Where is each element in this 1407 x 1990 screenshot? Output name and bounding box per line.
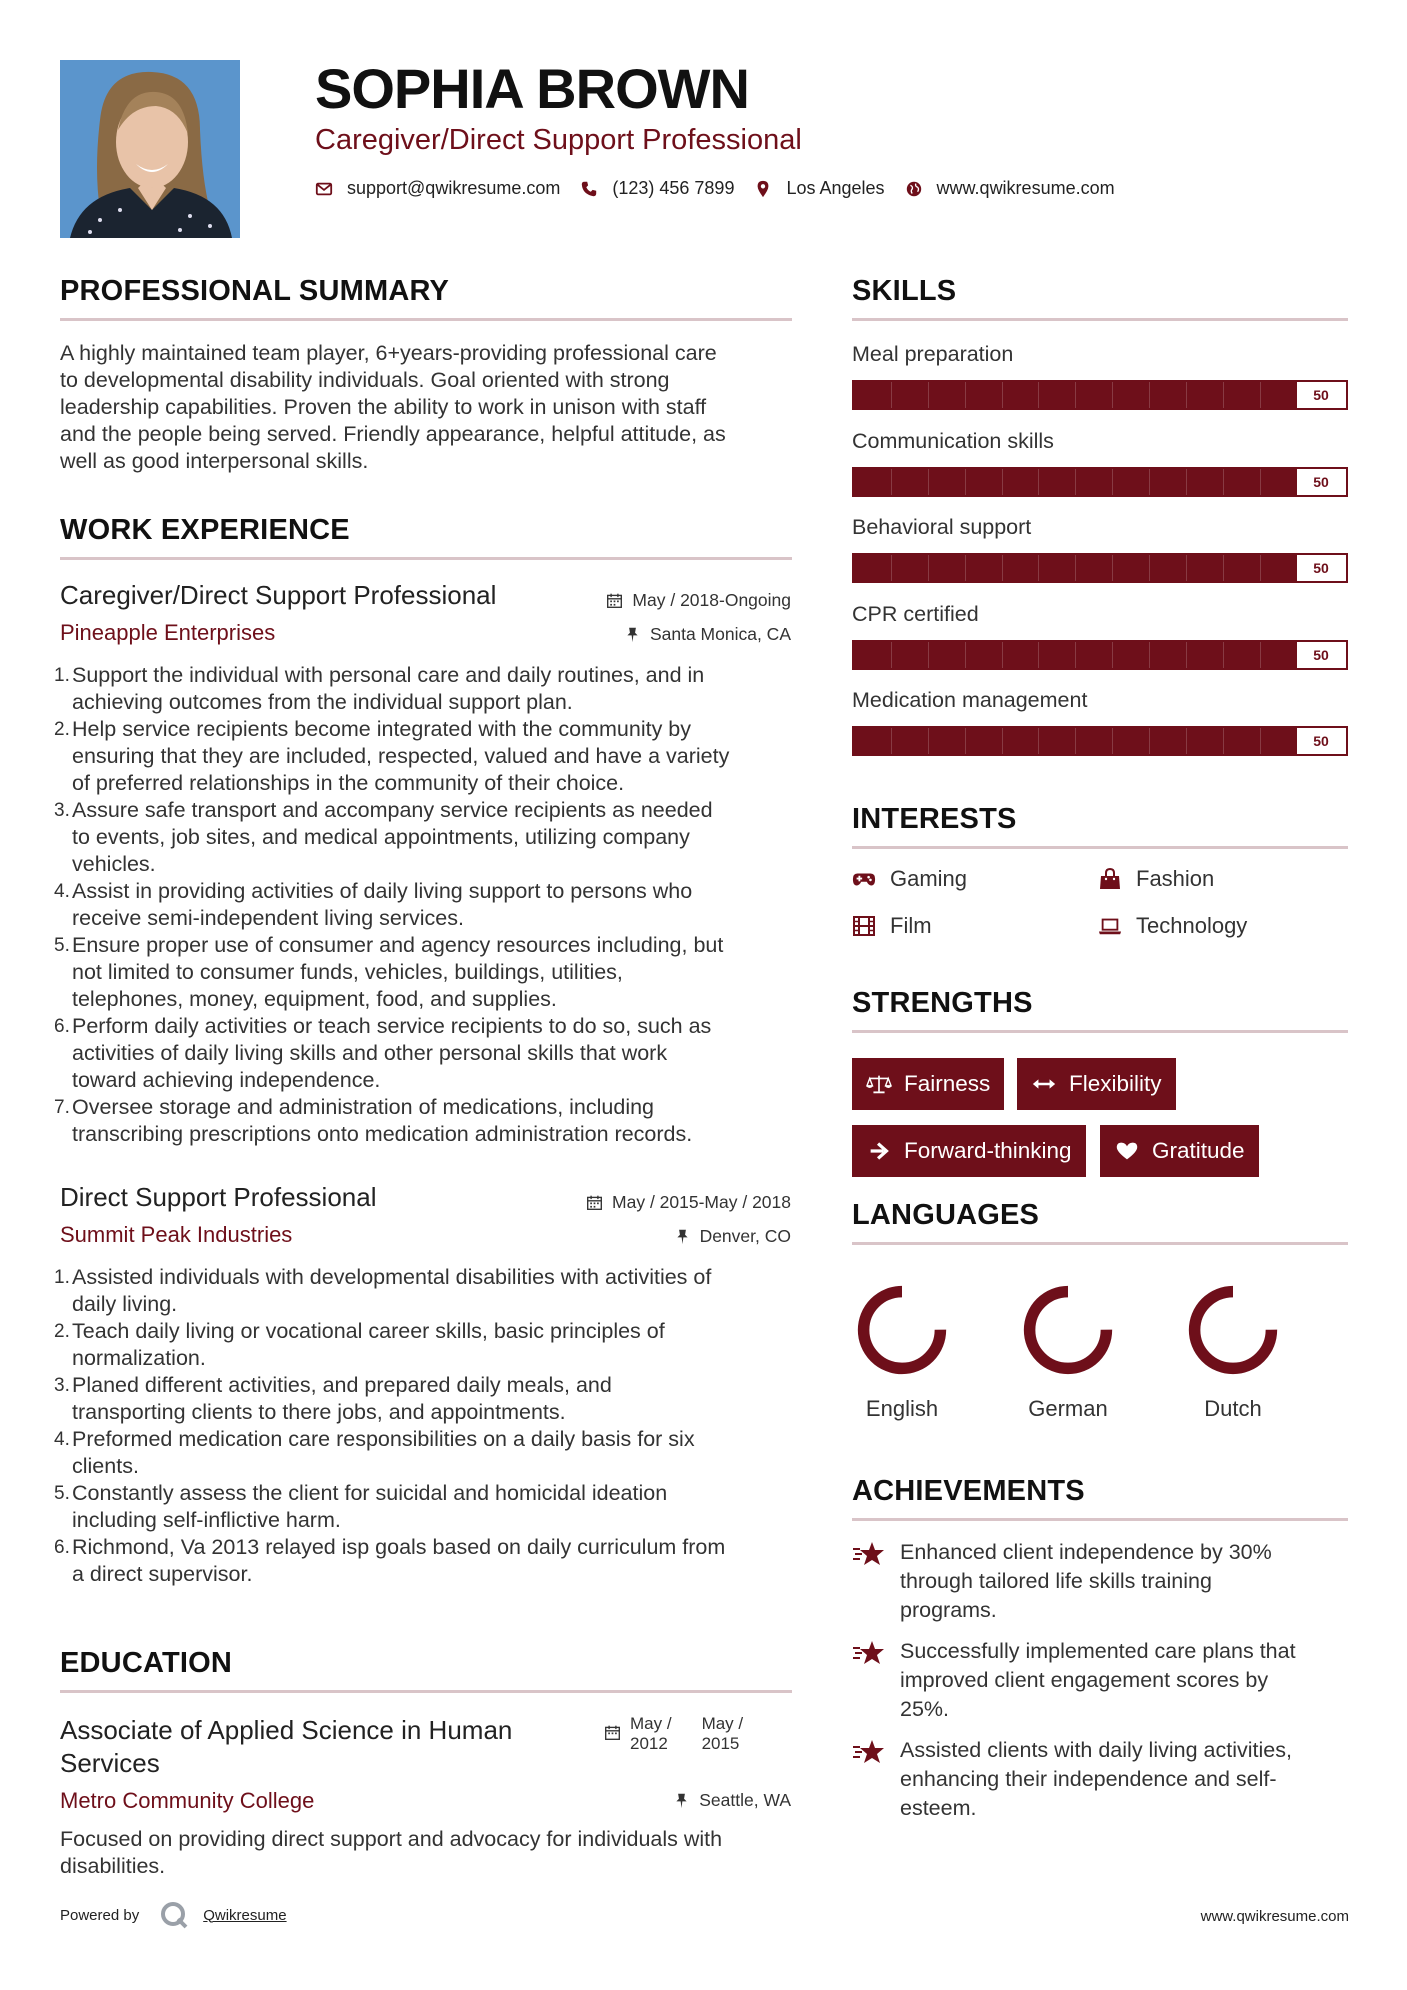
duty-line: Ensure proper use of consumer and agency resources including, but: [72, 933, 724, 957]
skill-bar-segment: [1002, 728, 1003, 754]
date-part: May /: [701, 1714, 744, 1733]
duty-line: normalization.: [72, 1346, 206, 1370]
duty-item: [54, 1372, 799, 1426]
brand-link[interactable]: Qwikresume: [203, 1906, 287, 1924]
duty-line: Planed different activities, and prepared daily meals, and: [72, 1373, 612, 1397]
duty-item: [54, 1094, 799, 1148]
skill-bar-segment: [1002, 469, 1003, 495]
skill-bar-segment: [1260, 642, 1261, 668]
duty-line: daily living.: [72, 1292, 178, 1316]
job-location: [674, 1226, 791, 1247]
skill-bar-segment: [1149, 728, 1150, 754]
education-location-text: Seattle, WA: [699, 1790, 791, 1810]
duty-line: Help service recipients become integrated with the community by: [72, 717, 692, 741]
education-desc-line: Focused on providing direct support and advocacy for individuals with: [60, 1827, 723, 1851]
duty-line: Assisted individuals with developmental disabilities with activities of: [72, 1265, 712, 1289]
duty-line: of preferred relationships in the community of their choice.: [72, 771, 625, 795]
summary-text: [60, 340, 800, 475]
skill-bar-fill: [854, 469, 1297, 495]
duty-number: 2.: [54, 1321, 70, 1342]
language-item: [1013, 1282, 1123, 1422]
achievement-text: [900, 1538, 1272, 1625]
arrow-right-icon: [866, 1140, 892, 1162]
star-icon: [852, 1540, 886, 1568]
interests-divider: [852, 846, 1348, 849]
interest-label: Gaming: [890, 866, 968, 891]
heart-icon: [1114, 1140, 1140, 1162]
skill-bar-segment: [1112, 382, 1113, 408]
film-icon: [852, 914, 876, 938]
duty-number: 2.: [54, 719, 70, 740]
portrait-image: [60, 60, 240, 238]
duty-line: Teach daily living or vocational career skills, basic principles of: [72, 1319, 665, 1343]
interests-heading: INTERESTS: [852, 803, 1017, 835]
skill-bar-segment: [1002, 555, 1003, 581]
location-text: Los Angeles: [786, 178, 885, 198]
skill-bar-segment: [928, 555, 929, 581]
star-icon: [852, 1738, 886, 1766]
skill-bar-segment: [1223, 555, 1224, 581]
skill-bar-segment: [1260, 555, 1261, 581]
job-title: Caregiver/Direct Support Professional: [60, 580, 497, 610]
achievement-line: improved client engagement scores by: [900, 1668, 1269, 1692]
education-desc-line: disabilities.: [60, 1854, 166, 1878]
skill-bar-segment: [1149, 555, 1150, 581]
skill-bar: [852, 467, 1348, 497]
skill-bar-segment: [1038, 469, 1039, 495]
gamepad-icon: [852, 867, 876, 891]
skill-bar-segment: [1186, 642, 1187, 668]
duty-item: [54, 878, 799, 932]
candidate-name: SOPHIA BROWN: [315, 57, 749, 120]
duty-item: [54, 1534, 799, 1588]
job-title: Direct Support Professional: [60, 1182, 377, 1212]
website-text: www.qwikresume.com: [936, 178, 1115, 198]
education-heading: EDUCATION: [60, 1647, 233, 1679]
work-divider: [60, 557, 792, 560]
profile-photo: [60, 60, 240, 238]
achievement-line: Successfully implemented care plans that: [900, 1639, 1296, 1663]
footer-powered-by: [60, 1900, 287, 1930]
job-duties-list: [54, 662, 799, 1148]
achievement-item: [852, 1637, 1352, 1724]
skill-value: 50: [1299, 558, 1343, 578]
duty-line: Oversee storage and administration of medications, including: [72, 1095, 655, 1119]
summary-line: A highly maintained team player, 6+years-providing professional care: [60, 341, 717, 365]
language-item: [1178, 1282, 1288, 1422]
interest-label: Film: [890, 913, 932, 938]
duty-number: 6.: [54, 1016, 70, 1037]
duty-item: [54, 1013, 799, 1094]
duty-number: 3.: [54, 800, 70, 821]
skill-bar-segment: [1112, 555, 1113, 581]
summary-line: to developmental disability individuals. Goal oriented with strong: [60, 368, 670, 392]
skill-bar-segment: [1149, 642, 1150, 668]
skill-bar-segment: [965, 469, 966, 495]
globe-icon: [905, 180, 923, 198]
map-marker-icon: [754, 180, 772, 198]
pushpin-icon: [674, 1228, 691, 1245]
job-location-text: Santa Monica, CA: [649, 624, 791, 644]
language-name: German: [1028, 1396, 1108, 1421]
strength-label: Fairness: [904, 1071, 991, 1096]
duty-line: telephones, money, equipment, food, and supplies.: [72, 987, 557, 1011]
job-dates-text: May / 2015-May / 2018: [612, 1192, 791, 1212]
education-location: [673, 1790, 791, 1811]
school-name: Metro Community College: [60, 1788, 315, 1813]
skill-bar-segment: [1223, 469, 1224, 495]
phone-text: (123) 456 7899: [612, 178, 735, 198]
laptop-icon: [1098, 914, 1122, 938]
calendar-icon: [604, 1724, 621, 1741]
skill-bar-segment: [928, 382, 929, 408]
achievement-line: through tailored life skills training: [900, 1569, 1212, 1593]
contact-email[interactable]: [315, 178, 560, 199]
language-name: Dutch: [1204, 1396, 1262, 1421]
degree-line: Associate of Applied Science in Human: [60, 1715, 513, 1745]
contact-website[interactable]: [905, 178, 1115, 199]
skill-bar-segment: [1260, 382, 1261, 408]
duty-line: toward achieving independence.: [72, 1068, 381, 1092]
achievement-line: esteem.: [900, 1796, 977, 1820]
duty-line: clients.: [72, 1454, 139, 1478]
job-dates-text: May / 2018-Ongoing: [632, 590, 791, 610]
pushpin-icon: [624, 626, 641, 643]
duty-line: ensuring that they are included, respected, valued and have a variety: [72, 744, 730, 768]
duty-line: not limited to consumer funds, vehicles, buildings, utilities,: [72, 960, 623, 984]
company-name: Summit Peak Industries: [60, 1222, 293, 1247]
duty-item: [54, 1480, 799, 1534]
strength-label: Flexibility: [1069, 1071, 1162, 1096]
interest-label: Technology: [1136, 913, 1248, 938]
education-description: [60, 1826, 805, 1880]
strength-forward-thinking: [852, 1125, 1086, 1177]
duty-line: transporting clients to there jobs, and appointments.: [72, 1400, 566, 1424]
skill-bar-segment: [1223, 642, 1224, 668]
duty-number: 3.: [54, 1375, 70, 1396]
job-duties-list: [54, 1264, 799, 1588]
skill-value: 50: [1299, 385, 1343, 405]
skill-bar-segment: [1223, 728, 1224, 754]
arrows-horizontal-icon: [1031, 1073, 1057, 1095]
language-name: English: [865, 1396, 939, 1421]
strength-gratitude: [1100, 1125, 1259, 1177]
duty-line: Constantly assess the client for suicidal and homicidal ideation: [72, 1481, 668, 1505]
duty-number: 5.: [54, 935, 70, 956]
skill-bar-segment: [1186, 469, 1187, 495]
language-level-arc: [864, 1292, 941, 1369]
skill-value: 50: [1299, 472, 1343, 492]
language-level-arc: [1195, 1292, 1272, 1369]
achievement-text: [900, 1637, 1296, 1724]
contact-bar: [315, 178, 1135, 199]
achievement-item: [852, 1736, 1352, 1823]
achievements-divider: [852, 1518, 1348, 1521]
skill-bar-segment: [1075, 555, 1076, 581]
skill-bar-segment: [1112, 642, 1113, 668]
summary-heading: PROFESSIONAL SUMMARY: [60, 275, 450, 307]
skill-bar-segment: [965, 382, 966, 408]
achievement-text: [900, 1736, 1292, 1823]
date-part: 2015: [701, 1734, 740, 1753]
duty-item: [54, 1426, 799, 1480]
summary-line: and the people being served. Friendly appearance, helpful attitude, as: [60, 422, 726, 446]
skill-bar-segment: [1038, 555, 1039, 581]
education-dates: [604, 1714, 743, 1754]
duty-line: a direct supervisor.: [72, 1562, 253, 1586]
skill-bar-segment: [1260, 469, 1261, 495]
duty-number: 4.: [54, 881, 70, 902]
achievement-line: enhancing their independence and self-: [900, 1767, 1277, 1791]
skill-bar-segment: [965, 555, 966, 581]
skill-bar-segment: [928, 642, 929, 668]
duty-line: Support the individual with personal care and daily routines, and in: [72, 663, 705, 687]
skill-bar-segment: [965, 728, 966, 754]
skill-bar-segment: [891, 469, 892, 495]
duty-item: [54, 662, 799, 716]
summary-divider: [60, 318, 792, 321]
skill-name: Meal preparation: [852, 342, 1014, 366]
duty-item: [54, 1264, 799, 1318]
duty-line: to events, job sites, and medical appointments, utilizing company: [72, 825, 690, 849]
duty-number: 6.: [54, 1537, 70, 1558]
skill-bar-segment: [1149, 382, 1150, 408]
duty-line: Perform daily activities or teach service recipients to do so, such as: [72, 1014, 712, 1038]
strength-flexibility: [1017, 1058, 1176, 1110]
skill-name: CPR certified: [852, 601, 979, 626]
duty-item: [54, 797, 799, 878]
skill-bar-segment: [1186, 555, 1187, 581]
skill-bar-segment: [1186, 382, 1187, 408]
envelope-icon: [315, 180, 333, 198]
duty-number: 4.: [54, 1429, 70, 1450]
company-name: Pineapple Enterprises: [60, 620, 276, 645]
skill-bar-segment: [928, 469, 929, 495]
duty-item: [54, 716, 799, 797]
skill-bar: [852, 640, 1348, 670]
duty-line: Richmond, Va 2013 relayed isp goals based on daily curriculum from: [72, 1535, 726, 1559]
summary-line: leadership capabilities. Proven the ability to work in unison with staff: [60, 395, 707, 419]
interest-film: [852, 913, 932, 939]
interest-technology: [1098, 913, 1247, 939]
language-level-ring: [854, 1282, 950, 1378]
phone-icon: [580, 180, 598, 198]
interest-gaming: [852, 866, 967, 892]
candidate-title: Caregiver/Direct Support Professional: [315, 124, 802, 156]
skill-name: Behavioral support: [852, 515, 1032, 539]
achievement-line: Assisted clients with daily living activities,: [900, 1738, 1292, 1762]
duty-item: [54, 932, 799, 1013]
languages-divider: [852, 1242, 1348, 1245]
duty-number: 7.: [54, 1097, 70, 1118]
qwikresume-logo-icon: [159, 1900, 189, 1930]
duty-line: receive semi-independent living services.: [72, 906, 464, 930]
strength-label: Forward-thinking: [904, 1138, 1072, 1163]
pushpin-icon: [673, 1792, 690, 1809]
duty-line: achieving outcomes from the individual support plan.: [72, 690, 573, 714]
skills-divider: [852, 318, 1348, 321]
skill-bar-segment: [1112, 469, 1113, 495]
date-part: 2012: [630, 1734, 668, 1753]
job-dates: [586, 1192, 791, 1213]
summary-line: well as good interpersonal skills.: [60, 449, 369, 473]
achievement-line: Enhanced client independence by 30%: [900, 1540, 1272, 1564]
skill-bar-segment: [1075, 728, 1076, 754]
education-start: [630, 1714, 672, 1754]
powered-by-text: Powered by: [60, 1906, 140, 1924]
skill-bar-segment: [1075, 382, 1076, 408]
duty-line: Assist in providing activities of daily living support to persons who: [72, 879, 693, 903]
job-dates: [606, 590, 791, 611]
strengths-divider: [852, 1030, 1348, 1033]
duty-line: vehicles.: [72, 852, 156, 876]
duty-line: including self-inflictive harm.: [72, 1508, 341, 1532]
strength-fairness: [852, 1058, 1004, 1110]
calendar-icon: [586, 1194, 603, 1211]
skill-bar: [852, 380, 1348, 410]
skill-value: 50: [1299, 731, 1343, 751]
duty-number: 1.: [54, 665, 70, 686]
skill-bar-segment: [1002, 382, 1003, 408]
duty-line: transcribing prescriptions onto medication administration records.: [72, 1122, 693, 1146]
skill-bar: [852, 726, 1348, 756]
contact-phone[interactable]: [580, 178, 734, 199]
degree-title: [60, 1714, 512, 1780]
skill-bar-segment: [1112, 728, 1113, 754]
interest-fashion: [1098, 866, 1214, 892]
strengths-heading: STRENGTHS: [852, 987, 1033, 1019]
job-location: [624, 624, 791, 645]
skill-bar-segment: [965, 642, 966, 668]
job-location-text: Denver, CO: [699, 1226, 791, 1246]
skill-bar-segment: [1038, 642, 1039, 668]
skill-bar-segment: [1002, 642, 1003, 668]
education-divider: [60, 1690, 792, 1693]
skill-bar-segment: [1038, 382, 1039, 408]
contact-location: [754, 178, 884, 199]
language-level-ring: [1020, 1282, 1116, 1378]
skill-bar-segment: [891, 555, 892, 581]
skill-bar-segment: [891, 728, 892, 754]
skill-value: 50: [1299, 645, 1343, 665]
work-heading: WORK EXPERIENCE: [60, 514, 350, 546]
duty-item: [54, 1318, 799, 1372]
email-text: support@qwikresume.com: [347, 178, 561, 198]
language-item: [847, 1282, 957, 1422]
duty-line: Preformed medication care responsibilities on a daily basis for six: [72, 1427, 695, 1451]
skill-bar-fill: [854, 382, 1297, 408]
skill-bar: [852, 553, 1348, 583]
skills-heading: SKILLS: [852, 275, 957, 307]
skill-bar-segment: [1038, 728, 1039, 754]
language-level-ring: [1185, 1282, 1281, 1378]
achievement-line: 25%.: [900, 1697, 950, 1721]
duty-number: 5.: [54, 1483, 70, 1504]
achievement-item: [852, 1538, 1352, 1625]
skill-name: Communication skills: [852, 428, 1054, 453]
skill-bar-segment: [891, 642, 892, 668]
skill-bar-fill: [854, 555, 1297, 581]
degree-line: Services: [60, 1748, 160, 1778]
skill-bar-segment: [891, 382, 892, 408]
star-icon: [852, 1639, 886, 1667]
education-end: [702, 1714, 744, 1754]
skill-bar-segment: [1149, 469, 1150, 495]
duty-line: Assure safe transport and accompany service recipients as needed: [72, 798, 713, 822]
skill-bar-segment: [1223, 382, 1224, 408]
strength-label: Gratitude: [1152, 1138, 1245, 1163]
skill-bar-segment: [1075, 469, 1076, 495]
interest-label: Fashion: [1136, 866, 1215, 891]
achievement-line: programs.: [900, 1598, 997, 1622]
skill-name: Medication management: [852, 688, 1088, 712]
skill-bar-segment: [1075, 642, 1076, 668]
date-part: May /: [630, 1714, 672, 1733]
skill-bar-fill: [854, 642, 1297, 668]
skill-bar-segment: [928, 728, 929, 754]
footer-site[interactable]: www.qwikresume.com: [1200, 1908, 1349, 1925]
skill-bar-segment: [1260, 728, 1261, 754]
balance-scale-icon: [866, 1073, 892, 1095]
duty-number: 1.: [54, 1267, 70, 1288]
skill-bar-fill: [854, 728, 1297, 754]
language-level-arc: [1030, 1292, 1107, 1369]
duty-line: activities of daily living skills and other personal skills that work: [72, 1041, 668, 1065]
skill-bar-segment: [1186, 728, 1187, 754]
achievements-heading: ACHIEVEMENTS: [852, 1475, 1085, 1507]
shopping-bag-icon: [1098, 867, 1122, 891]
calendar-icon: [606, 592, 623, 609]
languages-heading: LANGUAGES: [852, 1199, 1040, 1231]
